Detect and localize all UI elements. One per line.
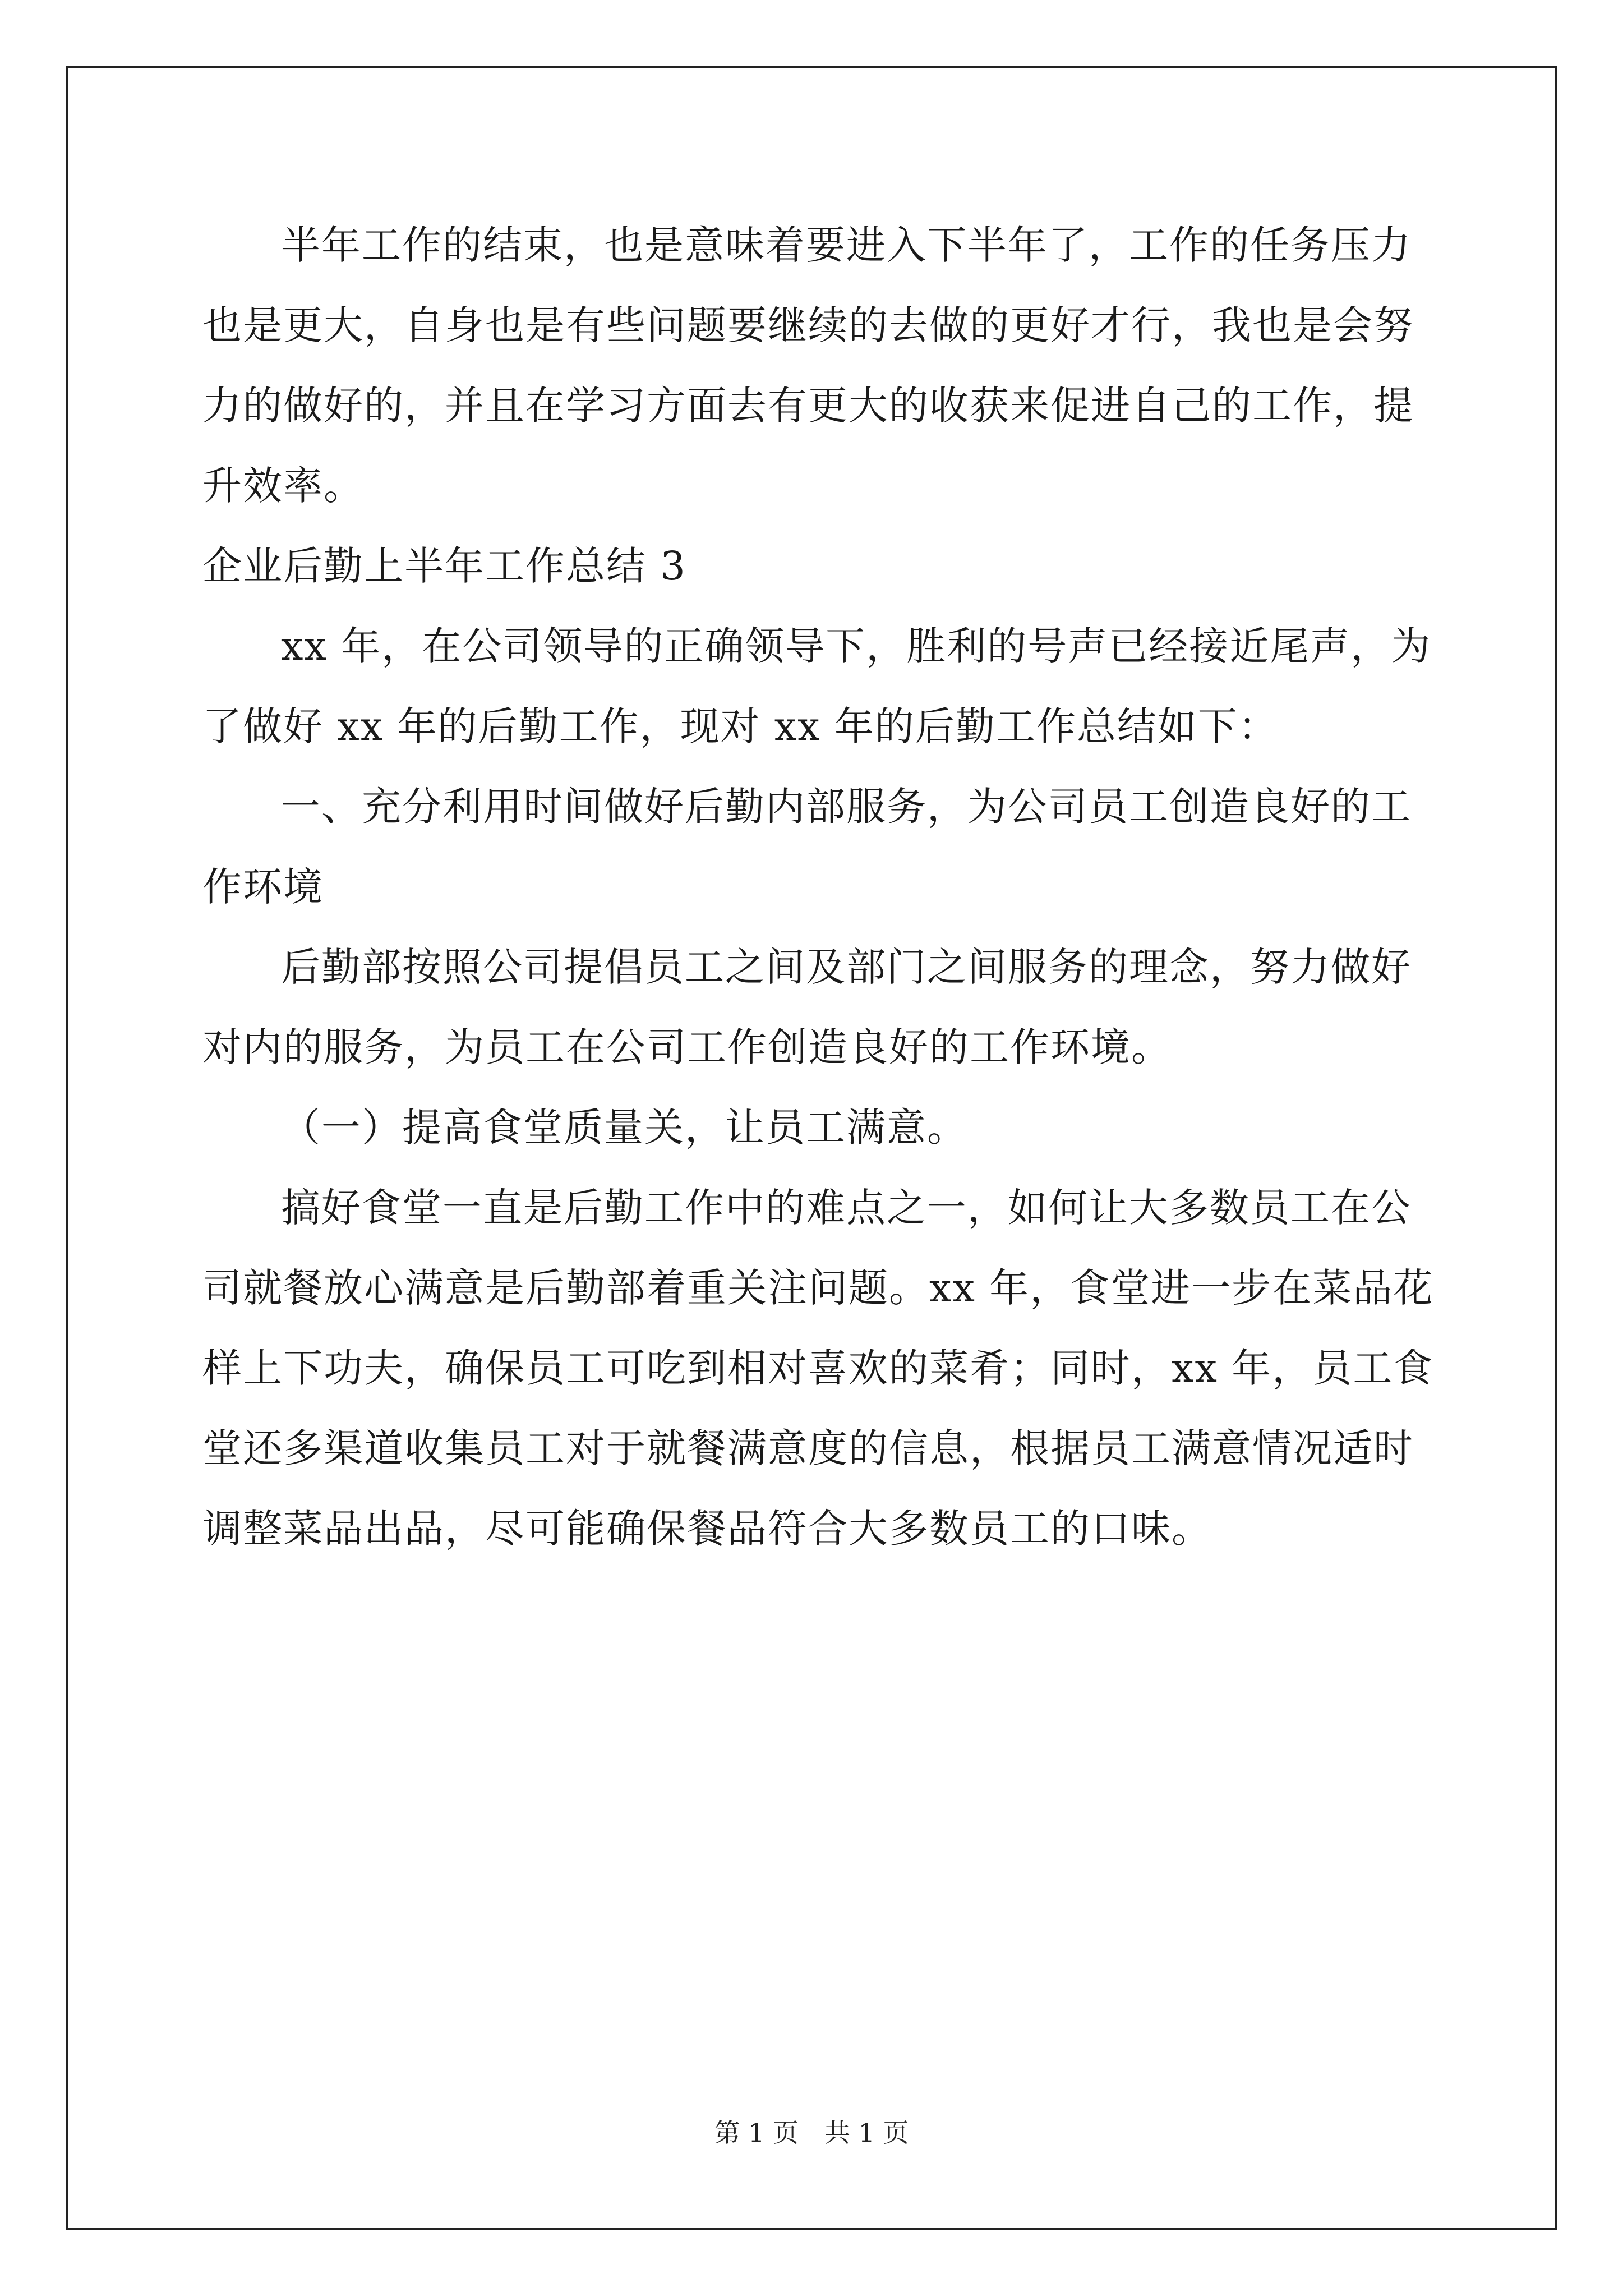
paragraph-line: 半年工作的结束，也是意味着要进入下半年了，工作的任务压力 [281,222,1412,268]
paragraph-line: 力的做好的，并且在学习方面去有更大的收获来促进自己的工作，提 [202,383,1414,429]
paragraph-line: 也是更大，自身也是有些问题要继续的去做的更好才行，我也是会努 [202,302,1414,348]
paragraph-line: 堂还多渠道收集员工对于就餐满意度的信息，根据员工满意情况适时 [202,1425,1414,1471]
paragraph-line: 搞好食堂一直是后勤工作中的难点之一，如何让大多数员工在公 [281,1185,1412,1231]
subheading-line: 作环境 [202,864,324,910]
subheading-line: 一、充分利用时间做好后勤内部服务，为公司员工创造良好的工 [281,784,1412,830]
paragraph-line: 司就餐放心满意是后勤部着重关注问题。xx 年，食堂进一步在菜品花 [202,1265,1434,1311]
paragraph-line: 调整菜品出品，尽可能确保餐品符合大多数员工的口味。 [202,1506,1212,1552]
section-heading: 企业后勤上半年工作总结 3 [202,543,686,589]
subheading-line: （一）提高食堂质量关，让员工满意。 [281,1105,967,1151]
paragraph-line: xx 年，在公司领导的正确领导下，胜利的号声已经接近尾声，为 [281,623,1432,669]
paragraph-line: 升效率。 [202,463,364,509]
paragraph-line: 对内的服务，为员工在公司工作创造良好的工作环境。 [202,1024,1172,1070]
page-footer: 第 1 页 共 1 页 [714,2118,909,2148]
paragraph-line: 了做好 xx 年的后勤工作，现对 xx 年的后勤工作总结如下： [202,703,1279,749]
paragraph-line: 样上下功夫，确保员工可吃到相对喜欢的菜肴；同时，xx 年，员工食 [202,1345,1434,1391]
paragraph-line: 后勤部按照公司提倡员工之间及部门之间服务的理念，努力做好 [281,944,1412,990]
